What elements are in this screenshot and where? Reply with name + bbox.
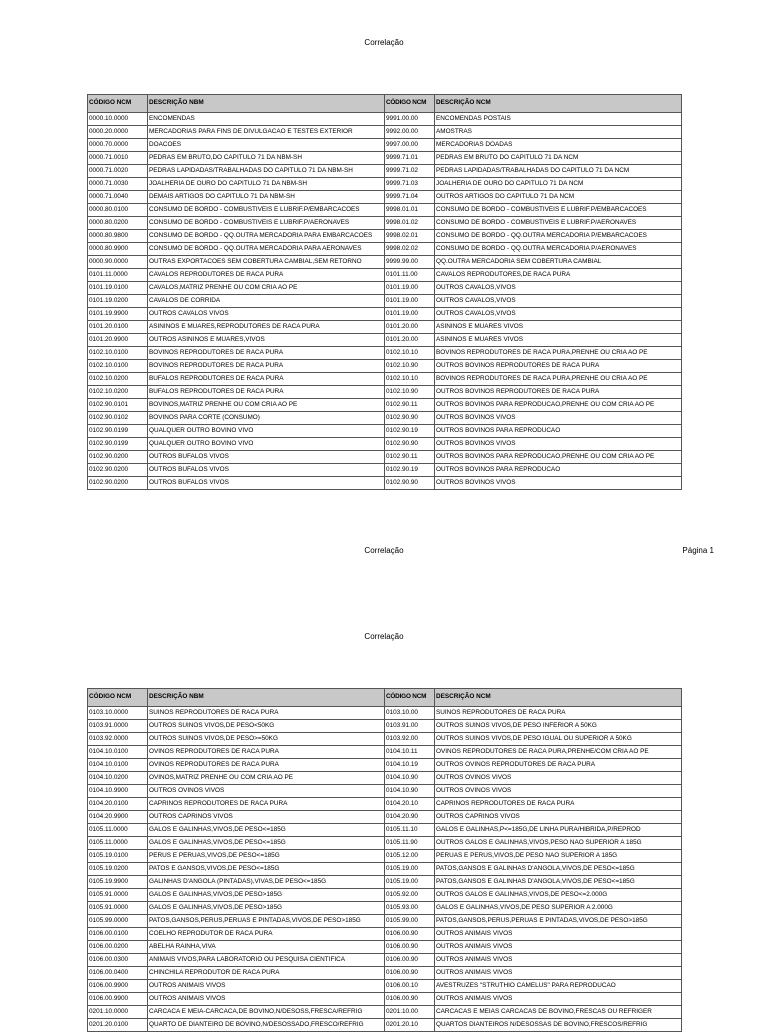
cell-codigo-nbm: 0101.11.0000	[88, 269, 148, 282]
cell-codigo-ncm: 0102.90.90	[385, 438, 435, 451]
cell-descricao-ncm: OVINOS REPRODUTORES DE RACA PURA,PRENHE/COM CRIA AO PE	[435, 746, 682, 759]
cell-codigo-nbm: 0102.90.0101	[88, 399, 148, 412]
cell-descricao-ncm: OUTROS CAVALOS,VIVOS	[435, 295, 682, 308]
table-row	[88, 178, 682, 191]
cell-descricao-nbm: OUTROS SUINOS VIVOS,DE PESO>=50KG	[148, 733, 385, 746]
cell-descricao-ncm: OUTROS BOVINOS PARA REPRODUCAO,PRENHE OU COM CRIA AO PE	[435, 399, 682, 412]
cell-descricao-ncm: PATOS,GANSOS E GALINHAS D'ANGOLA,VIVOS,DE PESO<=185G	[435, 863, 682, 876]
cell-codigo-ncm: 0102.90.19	[385, 425, 435, 438]
table-row	[88, 282, 682, 295]
cell-descricao-ncm: CONSUMO DE BORDO - QQ.OUTRA MERCADORIA P/AERONAVES	[435, 243, 682, 256]
cell-codigo-ncm: 0201.20.10	[385, 1019, 435, 1032]
table-row	[88, 256, 682, 269]
cell-descricao-ncm: PATOS,GANSOS,PERUS,PERUAS E PINTADAS,VIVOS,DE PESO>185G	[435, 915, 682, 928]
table-body	[88, 707, 682, 1032]
cell-codigo-nbm: 0104.10.0100	[88, 746, 148, 759]
cell-descricao-ncm: OUTROS ARTIGOS DO CAPITULO 71 DA NCM	[435, 191, 682, 204]
table-row	[88, 1019, 682, 1032]
cell-codigo-nbm: 0101.19.9900	[88, 308, 148, 321]
cell-codigo-ncm: 9991.00.00	[385, 113, 435, 126]
cell-descricao-ncm: CONSUMO DE BORDO - COMBUSTIVEIS E LUBRIF.P/EMBARCACOES	[435, 204, 682, 217]
table-header-row	[88, 95, 682, 113]
cell-descricao-ncm: CAPRINOS REPRODUTORES DE RACA PURA	[435, 798, 682, 811]
correlation-table-page-2	[87, 688, 682, 1032]
cell-descricao-nbm: OUTROS BUFALOS VIVOS	[148, 451, 385, 464]
cell-codigo-ncm: 0102.10.10	[385, 347, 435, 360]
cell-codigo-nbm: 0000.80.0100	[88, 204, 148, 217]
table-row	[88, 230, 682, 243]
cell-codigo-nbm: 0105.91.0000	[88, 889, 148, 902]
cell-codigo-ncm: 0102.10.90	[385, 386, 435, 399]
cell-codigo-nbm: 0105.19.0200	[88, 863, 148, 876]
cell-descricao-ncm: MERCADORIAS DOADAS	[435, 139, 682, 152]
cell-descricao-nbm: QUALQUER OUTRO BOVINO VIVO	[148, 438, 385, 451]
cell-codigo-nbm: 0101.20.9900	[88, 334, 148, 347]
table-row	[88, 373, 682, 386]
cell-descricao-nbm: QUARTO DE DIANTEIRO DE BOVINO,N/DESOSSADO,FRESCO/REFRIG	[148, 1019, 385, 1032]
cell-codigo-nbm: 0000.71.0020	[88, 165, 148, 178]
cell-descricao-ncm: BOVINOS REPRODUTORES DE RACA PURA,PRENHE OU CRIA AO PE	[435, 373, 682, 386]
cell-descricao-nbm: BOVINOS REPRODUTORES DE RACA PURA	[148, 347, 385, 360]
cell-codigo-nbm: 0103.92.0000	[88, 733, 148, 746]
cell-descricao-nbm: CARCACA E MEIA-CARCACA,DE BOVINO,N/DESOSS,FRESCA/REFRIG	[148, 1006, 385, 1019]
cell-codigo-ncm: 0104.10.11	[385, 746, 435, 759]
table-row	[88, 954, 682, 967]
cell-descricao-ncm: CONSUMO DE BORDO - COMBUSTIVEIS E LUBRIF.P/AERONAVES	[435, 217, 682, 230]
table-row	[88, 707, 682, 720]
cell-codigo-nbm: 0104.20.9900	[88, 811, 148, 824]
cell-codigo-ncm: 9992.00.00	[385, 126, 435, 139]
table-row	[88, 967, 682, 980]
cell-codigo-nbm: 0106.00.0100	[88, 928, 148, 941]
cell-descricao-nbm: OVINOS REPRODUTORES DE RACA PURA	[148, 746, 385, 759]
cell-codigo-nbm: 0000.90.0000	[88, 256, 148, 269]
table-row	[88, 321, 682, 334]
cell-descricao-nbm: BOVINOS PARA CORTE (CONSUMO)	[148, 412, 385, 425]
cell-codigo-ncm: 9999.71.03	[385, 178, 435, 191]
cell-codigo-nbm: 0101.19.0200	[88, 295, 148, 308]
cell-codigo-ncm: 0103.91.00	[385, 720, 435, 733]
column-header-codigo-ncm: CÓDIGO NCM	[385, 95, 435, 113]
table-row	[88, 837, 682, 850]
cell-codigo-ncm: 0101.19.00	[385, 282, 435, 295]
table-row	[88, 941, 682, 954]
table-row	[88, 889, 682, 902]
table-body	[88, 113, 682, 490]
cell-descricao-nbm: ASININOS E MUARES,REPRODUTORES DE RACA PURA	[148, 321, 385, 334]
cell-codigo-nbm: 0101.19.0100	[88, 282, 148, 295]
cell-codigo-nbm: 0000.70.0000	[88, 139, 148, 152]
cell-descricao-nbm: PATOS E GANSOS,VIVOS,DE PESO<=185G	[148, 863, 385, 876]
cell-codigo-ncm: 0103.10.00	[385, 707, 435, 720]
cell-codigo-nbm: 0102.90.0200	[88, 451, 148, 464]
cell-descricao-nbm: OUTRAS EXPORTACOES SEM COBERTURA CAMBIAL,SEM RETORNO	[148, 256, 385, 269]
cell-descricao-nbm: ANIMAIS VIVOS,PARA LABORATORIO OU PESQUISA CIENTIFICA	[148, 954, 385, 967]
cell-codigo-ncm: 0101.20.00	[385, 321, 435, 334]
cell-descricao-ncm: AMOSTRAS	[435, 126, 682, 139]
cell-descricao-nbm: DEMAIS ARTIGOS DO CAPITULO 71 DA NBM-SH	[148, 191, 385, 204]
cell-codigo-ncm: 0102.90.90	[385, 412, 435, 425]
cell-codigo-nbm: 0000.80.9800	[88, 230, 148, 243]
cell-codigo-ncm: 0102.90.19	[385, 464, 435, 477]
cell-codigo-nbm: 0102.10.0200	[88, 386, 148, 399]
cell-descricao-nbm: CAVALOS REPRODUTORES DE RACA PURA	[148, 269, 385, 282]
cell-codigo-ncm: 0106.00.90	[385, 993, 435, 1006]
table-row	[88, 1006, 682, 1019]
cell-codigo-ncm: 0101.11.00	[385, 269, 435, 282]
cell-codigo-ncm: 0102.10.90	[385, 360, 435, 373]
cell-codigo-nbm: 0000.80.9900	[88, 243, 148, 256]
cell-descricao-nbm: PATOS,GANSOS,PERUS,PERUAS E PINTADAS,VIVOS,DE PESO>185G	[148, 915, 385, 928]
table-row	[88, 360, 682, 373]
cell-codigo-ncm: 0105.11.10	[385, 824, 435, 837]
cell-codigo-ncm: 9998.02.01	[385, 230, 435, 243]
cell-descricao-ncm: OUTROS SUINOS VIVOS,DE PESO INFERIOR A 50KG	[435, 720, 682, 733]
cell-descricao-nbm: GALOS E GALINHAS,VIVOS,DE PESO>185G	[148, 889, 385, 902]
cell-codigo-ncm: 0106.00.90	[385, 941, 435, 954]
cell-codigo-ncm: 0104.10.90	[385, 772, 435, 785]
cell-codigo-nbm: 0106.00.9900	[88, 993, 148, 1006]
cell-codigo-ncm: 9998.01.02	[385, 217, 435, 230]
cell-codigo-ncm: 0104.20.10	[385, 798, 435, 811]
cell-descricao-nbm: OUTROS BUFALOS VIVOS	[148, 464, 385, 477]
cell-codigo-ncm: 0105.92.00	[385, 889, 435, 902]
cell-codigo-nbm: 0000.71.0040	[88, 191, 148, 204]
cell-codigo-nbm: 0106.00.0400	[88, 967, 148, 980]
table-row	[88, 243, 682, 256]
table-row	[88, 850, 682, 863]
cell-descricao-nbm: ABELHA RAINHA,VIVA	[148, 941, 385, 954]
table-row	[88, 993, 682, 1006]
cell-descricao-nbm: MERCADORIAS PARA FINS DE DIVULGACAO E TESTES EXTERIOR	[148, 126, 385, 139]
cell-descricao-nbm: CAVALOS,MATRIZ PRENHE OU COM CRIA AO PE	[148, 282, 385, 295]
cell-codigo-ncm: 0101.19.00	[385, 308, 435, 321]
table-row	[88, 746, 682, 759]
cell-descricao-ncm: OUTROS OVINOS VIVOS	[435, 785, 682, 798]
cell-descricao-ncm: OUTROS ANIMAIS VIVOS	[435, 928, 682, 941]
cell-descricao-nbm: DOACOES	[148, 139, 385, 152]
cell-codigo-ncm: 0201.10.00	[385, 1006, 435, 1019]
cell-codigo-nbm: 0102.10.0100	[88, 360, 148, 373]
cell-codigo-ncm: 0105.99.00	[385, 915, 435, 928]
cell-codigo-nbm: 0105.19.0100	[88, 850, 148, 863]
table-row	[88, 980, 682, 993]
cell-codigo-nbm: 0104.20.0100	[88, 798, 148, 811]
page-number: Página 1	[682, 546, 714, 555]
cell-descricao-ncm: OUTROS BOVINOS PARA REPRODUCAO,PRENHE OU COM CRIA AO PE	[435, 451, 682, 464]
cell-codigo-ncm: 0106.00.90	[385, 954, 435, 967]
cell-codigo-nbm: 0102.90.0199	[88, 425, 148, 438]
cell-descricao-nbm: CONSUMO DE BORDO - COMBUSTIVEIS E LUBRIF.P/AERONAVES	[148, 217, 385, 230]
table-row	[88, 126, 682, 139]
cell-codigo-ncm: 0101.19.00	[385, 295, 435, 308]
cell-descricao-ncm: CAVALOS REPRODUTORES,DE RACA PURA	[435, 269, 682, 282]
cell-codigo-ncm: 9997.00.00	[385, 139, 435, 152]
cell-descricao-ncm: OUTROS BOVINOS VIVOS	[435, 477, 682, 490]
cell-codigo-nbm: 0102.90.0200	[88, 477, 148, 490]
cell-codigo-ncm: 0102.90.11	[385, 399, 435, 412]
cell-descricao-ncm: OUTROS BOVINOS REPRODUTORES DE RACA PURA	[435, 360, 682, 373]
cell-codigo-nbm: 0105.99.0000	[88, 915, 148, 928]
cell-codigo-ncm: 0102.90.11	[385, 451, 435, 464]
table-row	[88, 152, 682, 165]
cell-descricao-nbm: BOVINOS,MATRIZ PRENHE OU COM CRIA AO PE	[148, 399, 385, 412]
cell-codigo-nbm: 0103.10.0000	[88, 707, 148, 720]
table-row	[88, 386, 682, 399]
cell-descricao-nbm: OUTROS ANIMAIS VIVOS	[148, 993, 385, 1006]
cell-codigo-ncm: 0105.19.00	[385, 863, 435, 876]
cell-descricao-ncm: QQ.OUTRA MERCADORIA SEM COBERTURA CAMBIAL	[435, 256, 682, 269]
table-row	[88, 876, 682, 889]
cell-codigo-ncm: 9998.01.01	[385, 204, 435, 217]
cell-codigo-nbm: 0102.90.0102	[88, 412, 148, 425]
cell-descricao-nbm: PEDRAS EM BRUTO,DO CAPITULO 71 DA NBM-SH	[148, 152, 385, 165]
cell-descricao-ncm: BOVINOS REPRODUTORES DE RACA PURA,PRENHE OU CRIA AO PE	[435, 347, 682, 360]
cell-descricao-ncm: GALOS E GALINHAS,P<=185G,DE LINHA PURA/HIBRIDA,P/REPROD	[435, 824, 682, 837]
cell-codigo-nbm: 0106.00.9900	[88, 980, 148, 993]
table-row	[88, 477, 682, 490]
cell-codigo-ncm: 9999.99.00	[385, 256, 435, 269]
cell-codigo-nbm: 0101.20.0100	[88, 321, 148, 334]
table-row	[88, 165, 682, 178]
cell-descricao-nbm: CAVALOS DE CORRIDA	[148, 295, 385, 308]
cell-descricao-ncm: OUTROS CAPRINOS VIVOS	[435, 811, 682, 824]
cell-codigo-nbm: 0000.20.0000	[88, 126, 148, 139]
column-header-codigo-nbm: CÓDIGO NCM	[88, 689, 148, 707]
cell-codigo-nbm: 0105.91.0000	[88, 902, 148, 915]
cell-descricao-ncm: PEDRAS EM BRUTO DO CAPITULO 71 DA NCM	[435, 152, 682, 165]
cell-descricao-nbm: OUTROS OVINOS VIVOS	[148, 785, 385, 798]
cell-codigo-nbm: 0105.11.0000	[88, 824, 148, 837]
cell-descricao-nbm: OUTROS CAPRINOS VIVOS	[148, 811, 385, 824]
cell-descricao-nbm: OUTROS SUINOS VIVOS,DE PESO<50KG	[148, 720, 385, 733]
cell-descricao-nbm: GALINHAS D'ANGOLA (PINTADAS),VIVAS,DE PESO<=185G	[148, 876, 385, 889]
cell-descricao-ncm: OUTROS CAVALOS,VIVOS	[435, 308, 682, 321]
table-row	[88, 347, 682, 360]
cell-descricao-nbm: GALOS E GALINHAS,VIVOS,DE PESO<=185G	[148, 824, 385, 837]
cell-descricao-nbm: CONSUMO DE BORDO - QQ.OUTRA MERCADORIA PARA EMBARCACOES	[148, 230, 385, 243]
cell-descricao-ncm: JOALHERIA DE OURO DO CAPITULO 71 DA NCM	[435, 178, 682, 191]
table-row	[88, 811, 682, 824]
cell-descricao-ncm: AVESTRUZES "STRUTHIO CAMELUS" PARA REPRODUCAO	[435, 980, 682, 993]
cell-codigo-nbm: 0201.10.0000	[88, 1006, 148, 1019]
cell-descricao-ncm: OUTROS CAVALOS,VIVOS	[435, 282, 682, 295]
cell-descricao-nbm: CAPRINOS REPRODUTORES DE RACA PURA	[148, 798, 385, 811]
cell-descricao-ncm: OUTROS BOVINOS VIVOS	[435, 412, 682, 425]
cell-descricao-ncm: PEDRAS LAPIDADAS/TRABALHADAS DO CAPITULO 71 DA NCM	[435, 165, 682, 178]
cell-descricao-nbm: OUTROS ASININOS E MUARES,VIVOS	[148, 334, 385, 347]
table-row	[88, 733, 682, 746]
cell-descricao-nbm: OUTROS ANIMAIS VIVOS	[148, 980, 385, 993]
table-row	[88, 412, 682, 425]
table-row	[88, 425, 682, 438]
page-2-header: Correlação	[364, 632, 404, 641]
cell-descricao-nbm: GALOS E GALINHAS,VIVOS,DE PESO>185G	[148, 902, 385, 915]
table-row	[88, 217, 682, 230]
cell-descricao-nbm: JOALHERIA DE OURO DO CAPITULO 71 DA NBM-SH	[148, 178, 385, 191]
cell-codigo-nbm: 0102.90.0199	[88, 438, 148, 451]
cell-descricao-ncm: OUTROS BOVINOS VIVOS	[435, 438, 682, 451]
column-header-codigo-ncm: CÓDIGO NCM	[385, 689, 435, 707]
cell-descricao-nbm: OUTROS BUFALOS VIVOS	[148, 477, 385, 490]
table-row	[88, 399, 682, 412]
table-row	[88, 798, 682, 811]
cell-descricao-nbm: BUFALOS REPRODUTORES DE RACA PURA	[148, 373, 385, 386]
cell-descricao-nbm: BUFALOS REPRODUTORES DE RACA PURA	[148, 386, 385, 399]
page-1-header: Correlação	[364, 38, 404, 47]
cell-descricao-nbm: ENCOMENDAS	[148, 113, 385, 126]
cell-codigo-ncm: 0105.11.90	[385, 837, 435, 850]
cell-descricao-nbm: SUINOS REPRODUTORES DE RACA PURA	[148, 707, 385, 720]
cell-codigo-nbm: 0105.11.0000	[88, 837, 148, 850]
cell-descricao-nbm: OVINOS,MATRIZ PRENHE OU COM CRIA AO PE	[148, 772, 385, 785]
cell-descricao-ncm: ASININOS E MUARES VIVOS	[435, 321, 682, 334]
table-row	[88, 334, 682, 347]
cell-codigo-ncm: 0105.93.00	[385, 902, 435, 915]
cell-codigo-nbm: 0104.10.9900	[88, 785, 148, 798]
column-header-codigo-nbm: CÓDIGO NCM	[88, 95, 148, 113]
cell-descricao-ncm: CARCACAS E MEIAS CARCACAS DE BOVINO,FRESCAS OU REFRIGER	[435, 1006, 682, 1019]
table-header-row	[88, 689, 682, 707]
table-row	[88, 295, 682, 308]
cell-codigo-ncm: 0106.00.10	[385, 980, 435, 993]
cell-descricao-ncm: OUTROS OVINOS REPRODUTORES DE RACA PURA	[435, 759, 682, 772]
cell-descricao-ncm: ASININOS E MUARES VIVOS	[435, 334, 682, 347]
cell-descricao-ncm: OUTROS SUINOS VIVOS,DE PESO IGUAL OU SUPERIOR A 50KG	[435, 733, 682, 746]
cell-codigo-ncm: 9998.02.02	[385, 243, 435, 256]
cell-codigo-ncm: 0102.90.90	[385, 477, 435, 490]
cell-codigo-ncm: 0104.10.19	[385, 759, 435, 772]
table-row	[88, 772, 682, 785]
column-header-descricao-ncm: DESCRIÇÃO NCM	[435, 95, 682, 113]
cell-descricao-ncm: OUTROS BOVINOS REPRODUTORES DE RACA PURA	[435, 386, 682, 399]
cell-descricao-ncm: OUTROS ANIMAIS VIVOS	[435, 954, 682, 967]
cell-descricao-ncm: OUTROS OVINOS VIVOS	[435, 772, 682, 785]
cell-codigo-nbm: 0000.10.0000	[88, 113, 148, 126]
cell-descricao-nbm: OVINOS REPRODUTORES DE RACA PURA	[148, 759, 385, 772]
cell-codigo-nbm: 0106.00.0200	[88, 941, 148, 954]
table-row	[88, 824, 682, 837]
cell-codigo-ncm: 0105.19.00	[385, 876, 435, 889]
cell-descricao-ncm: ENCOMENDAS POSTAIS	[435, 113, 682, 126]
cell-codigo-ncm: 0104.10.90	[385, 785, 435, 798]
cell-codigo-nbm: 0103.91.0000	[88, 720, 148, 733]
table-row	[88, 720, 682, 733]
table-row	[88, 928, 682, 941]
cell-descricao-ncm: OUTROS ANIMAIS VIVOS	[435, 993, 682, 1006]
cell-descricao-ncm: OUTROS GALOS E GALINHAS,VIVOS,DE PESO<=2.000G	[435, 889, 682, 902]
cell-descricao-ncm: PERUAS E PERUS,VIVOS,DE PESO NAO SUPERIOR A 185G	[435, 850, 682, 863]
cell-descricao-nbm: OUTROS CAVALOS VIVOS	[148, 308, 385, 321]
cell-descricao-ncm: OUTROS BOVINOS PARA REPRODUCAO	[435, 464, 682, 477]
cell-codigo-nbm: 0201.20.0100	[88, 1019, 148, 1032]
table-row	[88, 902, 682, 915]
cell-codigo-ncm: 0104.20.90	[385, 811, 435, 824]
cell-codigo-nbm: 0102.10.0100	[88, 347, 148, 360]
cell-descricao-nbm: PEDRAS LAPIDADAS/TRABALHADAS DO CAPITULO 71 DA NBM-SH	[148, 165, 385, 178]
cell-codigo-nbm: 0102.10.0200	[88, 373, 148, 386]
cell-descricao-ncm: SUINOS REPRODUTORES DE RACA PURA	[435, 707, 682, 720]
cell-codigo-ncm: 0106.00.90	[385, 928, 435, 941]
cell-descricao-nbm: COELHO REPRODUTOR DE RACA PURA	[148, 928, 385, 941]
correlation-table-page-1	[87, 94, 682, 490]
cell-codigo-nbm: 0102.90.0200	[88, 464, 148, 477]
cell-codigo-ncm: 0102.10.10	[385, 373, 435, 386]
table-row	[88, 269, 682, 282]
table-row	[88, 785, 682, 798]
cell-descricao-ncm: PATOS,GANSOS E GALINHAS D'ANGOLA,VIVOS,DE PESO<=185G	[435, 876, 682, 889]
column-header-descricao-nbm: DESCRIÇÃO NBM	[148, 95, 385, 113]
table-row	[88, 308, 682, 321]
page-1-footer: Correlação	[364, 546, 404, 555]
cell-descricao-ncm: GALOS E GALINHAS,VIVOS,DE PESO SUPERIOR A 2.000G	[435, 902, 682, 915]
cell-descricao-nbm: CONSUMO DE BORDO - COMBUSTIVEIS E LUBRIF.P/EMBARCACOES	[148, 204, 385, 217]
cell-codigo-nbm: 0105.19.9900	[88, 876, 148, 889]
cell-descricao-ncm: OUTROS GALOS E GALINHAS,VIVOS,PESO NAO SUPERIOR A 185G	[435, 837, 682, 850]
cell-descricao-nbm: QUALQUER OUTRO BOVINO VIVO	[148, 425, 385, 438]
table-row	[88, 464, 682, 477]
column-header-descricao-ncm: DESCRIÇÃO NCM	[435, 689, 682, 707]
cell-descricao-ncm: OUTROS ANIMAIS VIVOS	[435, 941, 682, 954]
table-row	[88, 113, 682, 126]
cell-descricao-nbm: BOVINOS REPRODUTORES DE RACA PURA	[148, 360, 385, 373]
column-header-descricao-nbm: DESCRIÇÃO NBM	[148, 689, 385, 707]
table-row	[88, 204, 682, 217]
cell-codigo-ncm: 0105.12.00	[385, 850, 435, 863]
cell-descricao-nbm: CONSUMO DE BORDO - QQ.OUTRA MERCADORIA PARA AERONAVES	[148, 243, 385, 256]
cell-descricao-ncm: OUTROS BOVINOS PARA REPRODUCAO	[435, 425, 682, 438]
cell-codigo-nbm: 0000.80.0200	[88, 217, 148, 230]
cell-codigo-ncm: 9999.71.01	[385, 152, 435, 165]
cell-codigo-ncm: 0101.20.00	[385, 334, 435, 347]
cell-codigo-ncm: 0103.92.00	[385, 733, 435, 746]
table-row	[88, 759, 682, 772]
cell-codigo-nbm: 0000.71.0010	[88, 152, 148, 165]
cell-codigo-ncm: 9999.71.04	[385, 191, 435, 204]
table-row	[88, 139, 682, 152]
cell-codigo-ncm: 0106.00.90	[385, 967, 435, 980]
table-row	[88, 863, 682, 876]
cell-descricao-ncm: CONSUMO DE BORDO - QQ.OUTRA MERCADORIA P/EMBARCACOES	[435, 230, 682, 243]
cell-descricao-nbm: CHINCHILA REPRODUTOR DE RACA PURA	[148, 967, 385, 980]
cell-codigo-nbm: 0104.10.0100	[88, 759, 148, 772]
cell-codigo-nbm: 0000.71.0030	[88, 178, 148, 191]
table-row	[88, 915, 682, 928]
table-row	[88, 191, 682, 204]
cell-descricao-nbm: PERUS E PERUAS,VIVOS,DE PESO<=185G	[148, 850, 385, 863]
cell-descricao-ncm: QUARTOS DIANTEIROS N/DESOSSAS DE BOVINO,FRESCOS/REFRIG	[435, 1019, 682, 1032]
cell-codigo-ncm: 9999.71.02	[385, 165, 435, 178]
cell-descricao-ncm: OUTROS ANIMAIS VIVOS	[435, 967, 682, 980]
cell-codigo-nbm: 0104.10.0200	[88, 772, 148, 785]
table-row	[88, 451, 682, 464]
cell-descricao-nbm: GALOS E GALINHAS,VIVOS,DE PESO<=185G	[148, 837, 385, 850]
table-row	[88, 438, 682, 451]
cell-codigo-nbm: 0106.00.0300	[88, 954, 148, 967]
